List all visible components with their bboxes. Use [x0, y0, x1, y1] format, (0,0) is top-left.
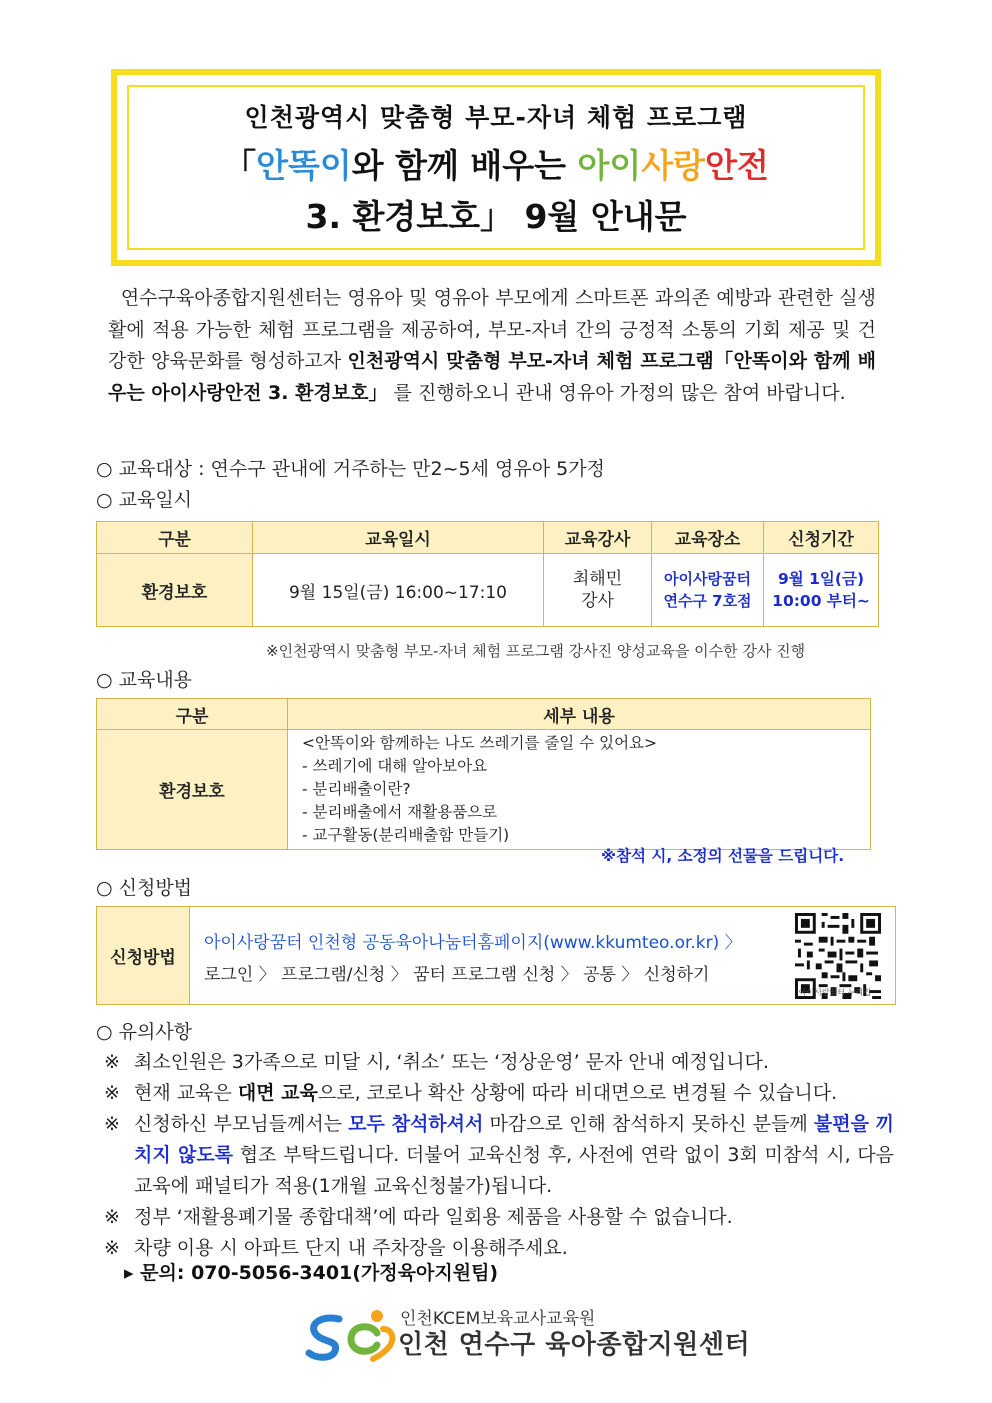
title-line-3: 3. 환경보호」 9월 안내문 [305, 196, 687, 236]
note-mark: ※ [104, 1051, 120, 1073]
qr-caption: 아이사랑꿈터 누리집 [798, 988, 871, 997]
footer-main-org: 인천 연수구 육아종합지원센터 [398, 1330, 751, 1360]
period-line-1: 9월 1일(금) [777, 570, 865, 588]
content-heading: ○ 교육내용 [96, 669, 193, 691]
instructor-note: ※인천광역시 맞춤형 부모-자녀 체험 프로그램 강사진 양성교육을 이수한 강사 진행 [266, 642, 806, 660]
note-mark: ※ [104, 1206, 120, 1228]
schedule-category: 환경보호 [97, 554, 253, 627]
place-line-1: 아이사랑꿈터 [664, 570, 751, 588]
apply-box [96, 906, 896, 1005]
note-row [104, 1202, 894, 1233]
title-bracket: 「 [223, 145, 257, 185]
place-line-2: 연수구 7호점 [663, 592, 752, 610]
apply-heading: ○ 신청방법 [96, 877, 193, 899]
schedule-heading: ○ 교육일시 [96, 489, 193, 511]
list-item: <안똑이와 함께하는 나도 쓰레기를 줄일 수 있어요> [302, 734, 657, 752]
list-item: - 교구활동(분리배출함 만들기) [302, 826, 510, 844]
title-inner [127, 85, 865, 250]
apply-steps: 로그인 〉 프로그램/신청 〉 꿈터 프로그램 신청 〉 공통 〉 신청하기 [204, 965, 710, 985]
note-3 [134, 1109, 894, 1202]
note-row [104, 1109, 894, 1202]
note-3-blue-1: 모두 참석하셔서 [348, 1113, 484, 1135]
note-row [104, 1047, 894, 1078]
apply-label: 신청방법 [97, 907, 190, 1004]
col-category: 구분 [97, 522, 253, 554]
intro-bold: 인천광역시 맞춤형 부모-자녀 체험 프로그램「안똑이와 함께 배우는 아이사랑안전 3. 환경보호」 [108, 350, 876, 404]
title-sarang: 사랑 [641, 145, 706, 185]
note-2 [134, 1078, 894, 1109]
list-item: - 쓰레기에 대해 알아보아요 [302, 757, 488, 775]
col-place: 교육장소 [652, 522, 764, 554]
footer-sub-org: 인천KCEM보육교사교육원 [400, 1309, 596, 1329]
schedule-datetime: 9월 15일(금) 16:00~17:10 [253, 554, 544, 627]
education-target: ○ 교육대상 : 연수구 관내에 거주하는 만2~5세 영유아 5가정 [96, 458, 605, 480]
schedule-period [764, 554, 879, 627]
notes-list [104, 1047, 894, 1264]
title-line-1: 인천광역시 맞춤형 부모-자녀 체험 프로그램 [244, 102, 748, 132]
note-1: 최소인원은 3가족으로 미달 시, ‘취소’ 또는 ‘정상운영’ 문자 안내 예정입니다. [134, 1051, 769, 1073]
title-ai: 아이 [577, 145, 642, 185]
content-header-row [97, 699, 871, 730]
intro-text-1: 연수구육아종합지원센터는 영유아 및 영유아 부모에게 스마트폰 과의존 예방과 관련한 실생활에 적용 가능한 체험 프로그램을 제공하여, 부모-자녀 간의 긍정적 소통의 기회 제공 및 건강한 양육문화를 형성하고자 [108, 287, 876, 372]
note-5: 차량 이용 시 아파트 단지 내 주차장을 이용해주세요. [134, 1237, 568, 1259]
col-instructor: 교육강사 [544, 522, 652, 554]
note-4: 정부 ‘재활용폐기물 종합대책’에 따라 일회용 제품을 사용할 수 없습니다. [134, 1206, 733, 1228]
note-3-a: 신청하신 부모님들께서는 [134, 1113, 349, 1135]
note-mark: ※ [104, 1082, 120, 1104]
content-table [96, 698, 871, 850]
content-items [288, 730, 871, 850]
title-anddoki: 안똑이 [256, 145, 352, 185]
intro-paragraph [108, 283, 876, 409]
schedule-place [652, 554, 764, 627]
schedule-row [97, 554, 879, 627]
apply-body [190, 907, 895, 1004]
gift-note: ※참석 시, 소정의 선물을 드립니다. [601, 847, 845, 865]
title-mid: 와 함께 배우는 [351, 145, 578, 185]
note-3-c: 마감으로 인해 참석하지 못하신 분들께 [483, 1113, 814, 1135]
schedule-table [96, 521, 879, 627]
title-line-2 [223, 140, 769, 187]
note-2-a: 현재 교육은 [134, 1082, 238, 1104]
list-item: - 분리배출에서 재활용품으로 [302, 803, 498, 821]
note-2-c: 으로, 코로나 확산 상황에 따라 비대면으로 변경될 수 있습니다. [317, 1082, 838, 1104]
note-row [104, 1078, 894, 1109]
content-row [97, 730, 871, 850]
instructor-name: 최해민 [572, 569, 623, 589]
period-line-2: 10:00 부터~ [772, 592, 870, 610]
instructor-title: 강사 [581, 591, 614, 611]
list-item: - 분리배출이란? [302, 780, 411, 798]
title-box [111, 69, 881, 266]
content-col-detail: 세부 내용 [288, 699, 871, 730]
apply-site-link[interactable]: 아이사랑꿈터 인천형 공동육아나눔터홈페이지(www.kkumteo.or.kr) 〉 [204, 933, 742, 953]
content-col-category: 구분 [97, 699, 288, 730]
note-mark: ※ [104, 1237, 120, 1259]
schedule-instructor [544, 554, 652, 627]
title-anjeon: 안전 [705, 145, 769, 185]
intro-text-2: 를 진행하오니 관내 영유아 가정의 많은 참여 바랍니다. [393, 381, 846, 404]
col-period: 신청기간 [764, 522, 879, 554]
content-category: 환경보호 [97, 730, 288, 850]
schedule-header-row [97, 522, 879, 554]
contact-info: ▸ 문의: 070-5056-3401(가정육아지원팀) [124, 1262, 499, 1284]
notes-heading: ○ 유의사항 [96, 1021, 193, 1043]
col-datetime: 교육일시 [253, 522, 544, 554]
note-3-e: 협조 부탁드립니다. 더불어 교육신청 후, 사전에 연락 없이 3회 미참석 시, 다음 교육에 패널티가 적용(1개월 교육신청불가)됩니다. [134, 1144, 894, 1197]
note-mark: ※ [104, 1113, 120, 1135]
note-2-bold: 대면 교육 [237, 1082, 318, 1104]
note-3-blue-2: 불편을 끼치지 않도록 [134, 1113, 895, 1166]
